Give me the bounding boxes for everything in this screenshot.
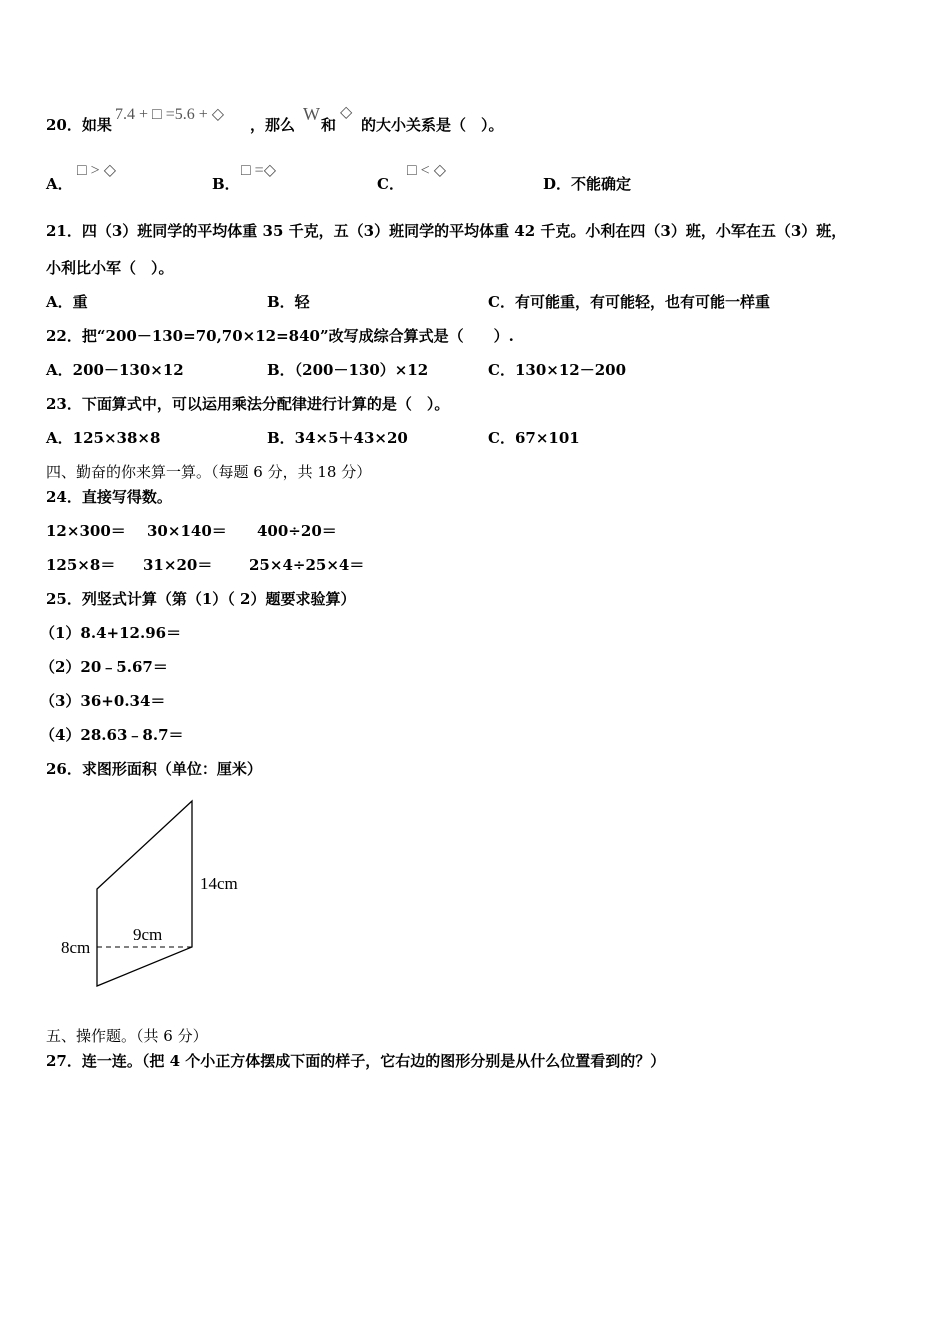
q24-text: 24．直接写得数。	[46, 488, 172, 506]
label-14cm: 14cm	[200, 874, 238, 893]
q25-item-1: （1）8.4+12.96＝	[40, 624, 182, 642]
q20-option-a-label: A．	[46, 175, 73, 193]
q21-option-c: C．有可能重，有可能轻，也有可能一样重	[488, 293, 770, 311]
q25-text: 25．列竖式计算（第（1）（ 2）题要求验算）	[46, 590, 356, 608]
q20-number: 20．如果	[46, 116, 112, 134]
trapezoid-shape	[97, 801, 192, 986]
section-5-heading: 五、操作题。（共 6 分）	[46, 1027, 208, 1045]
q21-line-1: 21．四（3）班同学的平均体重 35 千克，五（3）班同学的平均体重 42 千克。小利在四（3）班，小军在五（3）班，	[46, 222, 847, 240]
q23-option-b: B．34×5＋43×20	[267, 429, 408, 447]
q20-expression: 7.4 + □ =5.6 + ◇	[115, 106, 225, 123]
q22-option-a: A．200－130×12	[46, 361, 184, 379]
q20-he: 和	[321, 116, 337, 134]
q24-r1-c2: 30×140＝	[147, 522, 227, 540]
q24-r1-c3: 400÷20＝	[257, 522, 337, 540]
q24-r2-c2: 31×20＝	[143, 556, 213, 574]
q20-tail: 的大小关系是（ ）。	[361, 116, 504, 134]
q20-option-c-label: C．	[377, 175, 404, 193]
q24-r1-c1: 12×300＝	[46, 522, 126, 540]
q21-option-b: B．轻	[267, 293, 310, 311]
q20-w: W	[303, 104, 320, 124]
q20-option-b-label: B．	[212, 175, 240, 193]
q25-item-2: （2）20﹣5.67＝	[40, 658, 168, 676]
label-9cm: 9cm	[133, 925, 163, 944]
label-8cm: 8cm	[61, 938, 91, 957]
q20-line	[46, 115, 112, 135]
q23-text: 23．下面算式中，可以运用乘法分配律进行计算的是（ ）。	[46, 395, 450, 413]
q20-option-c-expr: □ < ◇	[407, 162, 446, 179]
q20-option-a-expr: □ > ◇	[77, 162, 116, 179]
q21-line-2: 小利比小军（ ）。	[46, 259, 174, 277]
q25-item-3: （3）36+0.34＝	[40, 692, 166, 710]
q24-r2-c1: 125×8＝	[46, 556, 116, 574]
q25-item-4: （4）28.63﹣8.7＝	[40, 726, 184, 744]
q20-mid-text: ，那么	[250, 116, 296, 134]
q23-option-a: A．125×38×8	[46, 429, 161, 447]
q22-option-c: C．130×12－200	[488, 361, 627, 379]
q22-option-b: B．（200－130）×12	[267, 361, 429, 379]
q20-diamond: ◇	[340, 104, 353, 121]
q27-text: 27．连一连。（把 4 个小正方体摆成下面的样子，它右边的图形分别是从什么位置看到的？）	[46, 1052, 666, 1070]
q21-option-a: A．重	[46, 293, 88, 311]
section-4-heading: 四、勤奋的你来算一算。（每题 6 分，共 18 分）	[46, 463, 372, 481]
trapezoid-figure	[55, 795, 255, 995]
q24-r2-c3: 25×4÷25×4＝	[249, 556, 365, 574]
q26-text: 26．求图形面积（单位：厘米）	[46, 760, 262, 778]
q20-option-d: D．不能确定	[543, 175, 632, 193]
q20-option-b-expr: □ =◇	[241, 162, 276, 179]
q23-option-c: C．67×101	[488, 429, 580, 447]
q22-text: 22．把“200－130=70,70×12=840”改写成综合算式是（ ）.	[46, 327, 514, 345]
